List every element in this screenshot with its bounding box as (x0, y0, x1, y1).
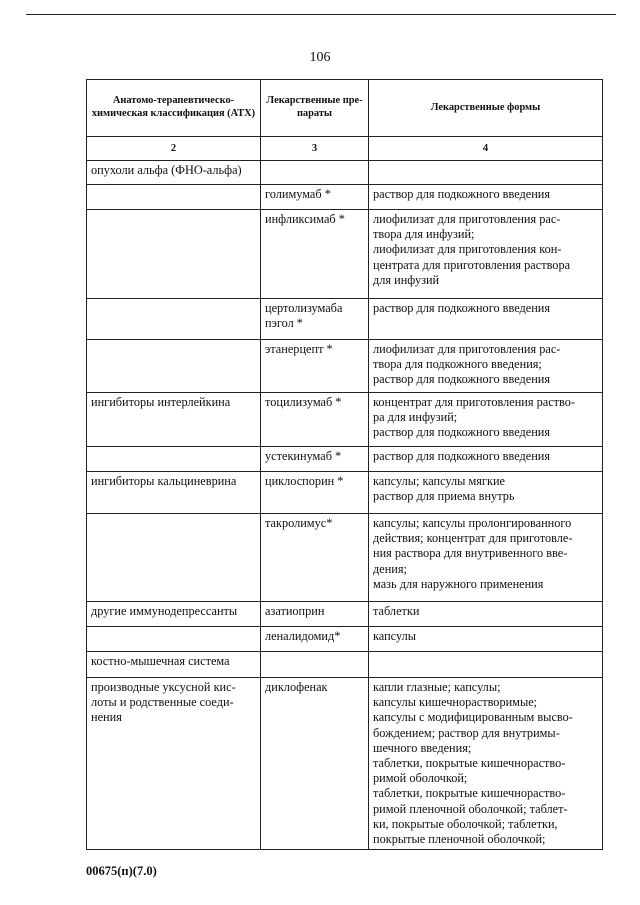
forms-cell (369, 393, 603, 447)
drug-cell: такролимус* (261, 514, 369, 602)
drug-cell: этанерцепт * (261, 340, 369, 393)
form-line: капсулы кишечнорастворимые; (373, 695, 538, 710)
form-line: концентрат для приготовления раство- (373, 395, 576, 409)
form-line: лиофилизат для приготовления рас- (373, 342, 561, 356)
form-line: ки, покрытые оболочкой; таблетки, (373, 816, 558, 831)
atc-cell (87, 210, 261, 299)
table-row (87, 678, 603, 850)
form-line: ра для инфузий; (373, 410, 458, 425)
top-rule (26, 14, 616, 15)
atc-cell: костно-мышечная система (87, 652, 261, 678)
forms-cell (369, 210, 603, 299)
table-row (87, 393, 603, 447)
drug-cell: голимумаб * (261, 185, 369, 210)
form-line: лиофилизат для приготовления кон- (373, 242, 562, 257)
form-line: бождением; раствор для внутримы- (373, 725, 560, 740)
drug-table (86, 79, 603, 850)
form-line: капли глазные; капсулы; (373, 680, 501, 694)
drug-cell (261, 161, 369, 185)
form-line: мазь для наружного применения (373, 576, 544, 591)
form-line: покрытые пленочной оболочкой; (373, 832, 546, 847)
table-row (87, 652, 603, 678)
column-number: 2 (87, 137, 261, 161)
form-line: римой оболочкой; (373, 771, 468, 786)
drug-cell: устекинумаб * (261, 447, 369, 472)
header-atc: Анатомо-терапевтическо-химическая классификация (АТХ) (87, 80, 261, 137)
atc-cell (87, 447, 261, 472)
table-row (87, 340, 603, 393)
atc-cell: ингибиторы кальциневрина (87, 472, 261, 514)
forms-cell (369, 447, 603, 472)
forms-cell (369, 602, 603, 627)
atc-cell: ингибиторы интерлейкина (87, 393, 261, 447)
form-line: капсулы (373, 629, 416, 643)
forms-cell (369, 652, 603, 678)
atc-cell (87, 299, 261, 340)
form-line: таблетки, покрытые кишечнораство- (373, 756, 566, 771)
atc-cell (87, 340, 261, 393)
column-number-row (87, 137, 603, 161)
forms-cell (369, 161, 603, 185)
form-line: центрата для приготовления раствора (373, 257, 571, 272)
table-row (87, 472, 603, 514)
table-row (87, 627, 603, 652)
form-line: таблетки, покрытые кишечнораство- (373, 786, 566, 801)
atc-cell: производные уксусной кис-лоты и родственные соеди-нения (87, 678, 261, 850)
form-line: раствор для подкожного введения (373, 372, 551, 387)
form-line: капсулы; капсулы пролонгированного (373, 516, 572, 530)
table-row (87, 447, 603, 472)
form-line: действия; концентрат для приготовле- (373, 531, 573, 546)
drug-cell: циклоспорин * (261, 472, 369, 514)
column-number: 4 (369, 137, 603, 161)
forms-cell (369, 185, 603, 210)
drug-cell: диклофенак (261, 678, 369, 850)
table-row (87, 210, 603, 299)
drug-cell (261, 652, 369, 678)
forms-cell (369, 514, 603, 602)
header-row (87, 80, 603, 137)
forms-cell (369, 340, 603, 393)
table-body (87, 161, 603, 850)
drug-cell: азатиоприн (261, 602, 369, 627)
form-line: ния раствора для внутривенного вве- (373, 546, 568, 561)
form-line: капсулы с модифицированным высво- (373, 710, 573, 725)
table-row (87, 602, 603, 627)
form-line: шечного введения; (373, 740, 472, 755)
forms-cell (369, 627, 603, 652)
page-number: 106 (309, 50, 331, 65)
forms-cell (369, 472, 603, 514)
footer-code: 00675(п)(7.0) (86, 864, 157, 878)
table-row (87, 514, 603, 602)
form-line: лиофилизат для приготовления рас- (373, 212, 561, 226)
form-line: капсулы; капсулы мягкие (373, 474, 505, 488)
drug-cell: леналидомид* (261, 627, 369, 652)
table-row (87, 161, 603, 185)
form-line: твора для инфузий; (373, 227, 475, 242)
atc-cell (87, 514, 261, 602)
forms-cell (369, 299, 603, 340)
table-row (87, 299, 603, 340)
form-line: дения; (373, 561, 407, 576)
header-drugs: Лекарственные пре-параты (261, 80, 369, 137)
form-line: таблетки (373, 604, 420, 618)
form-line: раствор для приема внутрь (373, 489, 515, 504)
form-line: раствор для подкожного введения (373, 301, 551, 315)
forms-cell (369, 678, 603, 850)
atc-cell (87, 627, 261, 652)
form-line: раствор для подкожного введения (373, 449, 551, 463)
table-row (87, 185, 603, 210)
form-line: раствор для подкожного введения (373, 187, 551, 201)
drug-cell: цертолизумаба пэгол * (261, 299, 369, 340)
atc-cell (87, 185, 261, 210)
drug-cell: тоцилизумаб * (261, 393, 369, 447)
header-forms: Лекарственные формы (369, 80, 603, 137)
form-line: раствор для подкожного введения (373, 425, 551, 440)
form-line: твора для подкожного введения; (373, 357, 542, 372)
atc-cell: опухоли альфа (ФНО-альфа) (87, 161, 261, 185)
form-line: для инфузий (373, 272, 440, 287)
form-line: римой пленочной оболочкой; таблет- (373, 801, 568, 816)
column-number: 3 (261, 137, 369, 161)
drug-cell: инфликсимаб * (261, 210, 369, 299)
atc-cell: другие иммунодепрессанты (87, 602, 261, 627)
